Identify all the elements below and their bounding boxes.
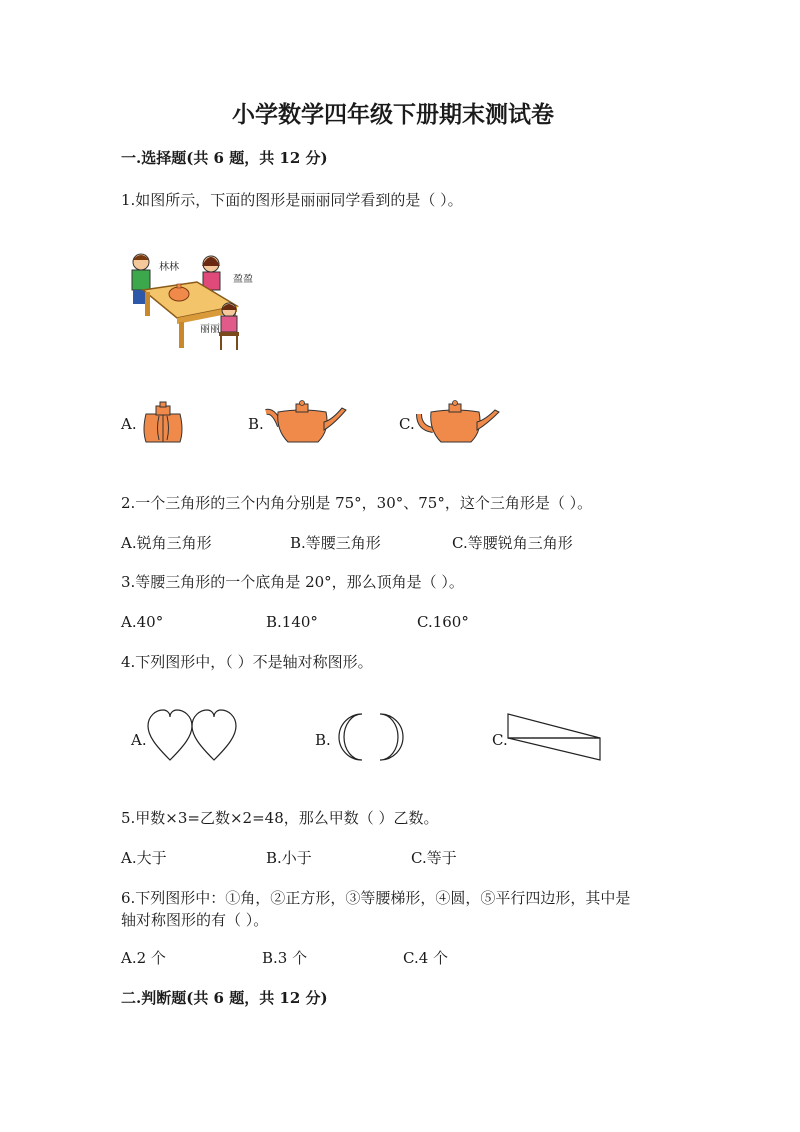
q4-option-b-label: B. xyxy=(315,731,331,749)
two-crescents-figure xyxy=(328,712,414,762)
q1-option-c-label: C. xyxy=(399,415,415,433)
question-6-stem-line2: 轴对称图形的有（ ）。 xyxy=(121,911,269,929)
two-hearts-figure xyxy=(146,708,240,762)
q5-option-b: B.小于 xyxy=(266,849,312,867)
label-lili: 丽丽 xyxy=(200,324,220,335)
q4-option-c-label: C. xyxy=(492,731,508,749)
q1-option-b-label: B. xyxy=(248,415,264,433)
question-5-stem: 5.甲数×3=乙数×2=48，那么甲数（ ）乙数。 xyxy=(121,809,439,827)
q4-option-a-label: A. xyxy=(131,731,147,749)
section-heading-choice: 一.选择题(共 6 题，共 12 分) xyxy=(121,149,328,167)
teapot-side-view-spout-right-alt xyxy=(415,400,501,446)
q2-option-c: C.等腰锐角三角形 xyxy=(452,534,573,552)
question-4-stem: 4.下列图形中，（ ）不是轴对称图形。 xyxy=(121,653,373,671)
question-6-stem-line1: 6.下列图形中：①角，②正方形，③等腰梯形，④圆，⑤平行四边形，其中是 xyxy=(121,889,631,907)
q2-option-a: A.锐角三角形 xyxy=(121,534,212,552)
table-leg xyxy=(145,292,150,316)
question-3-stem: 3.等腰三角形的一个底角是 20°，那么顶角是（ ）。 xyxy=(121,573,464,591)
teapot-on-table xyxy=(169,287,189,301)
lili-chair xyxy=(219,332,239,336)
q3-option-c: C.160° xyxy=(417,613,469,631)
page-title: 小学数学四年级下册期末测试卷 xyxy=(232,101,554,128)
boy-body xyxy=(132,270,150,290)
q1-option-a-label: A. xyxy=(121,415,137,433)
q5-option-a: A.大于 xyxy=(121,849,167,867)
q6-option-a: A.2 个 xyxy=(121,949,166,967)
teapot-side-view-spout-right xyxy=(262,400,348,446)
q6-option-b: B.3 个 xyxy=(262,949,308,967)
q6-option-c: C.4 个 xyxy=(403,949,449,967)
q5-option-c: C.等于 xyxy=(411,849,457,867)
table-scene-illustration xyxy=(125,248,260,353)
table-leg xyxy=(179,322,184,348)
question-1-stem: 1.如图所示，下面的图形是丽丽同学看到的是（ ）。 xyxy=(121,191,463,209)
lili-body xyxy=(221,316,237,332)
label-linlin: 林林 xyxy=(159,262,179,273)
q3-option-a: A.40° xyxy=(121,613,164,631)
q3-option-b: B.140° xyxy=(266,613,318,631)
teapot-front-view xyxy=(138,400,188,446)
two-triangles-figure xyxy=(506,712,604,762)
label-yingying: 盈盈 xyxy=(233,274,253,285)
section-heading-judgment: 二.判断题(共 6 题，共 12 分) xyxy=(121,989,328,1007)
teapot-knob xyxy=(177,284,181,288)
question-2-stem: 2.一个三角形的三个内角分别是 75°，30°、75°，这个三角形是（ ）。 xyxy=(121,494,593,512)
q2-option-b: B.等腰三角形 xyxy=(290,534,381,552)
